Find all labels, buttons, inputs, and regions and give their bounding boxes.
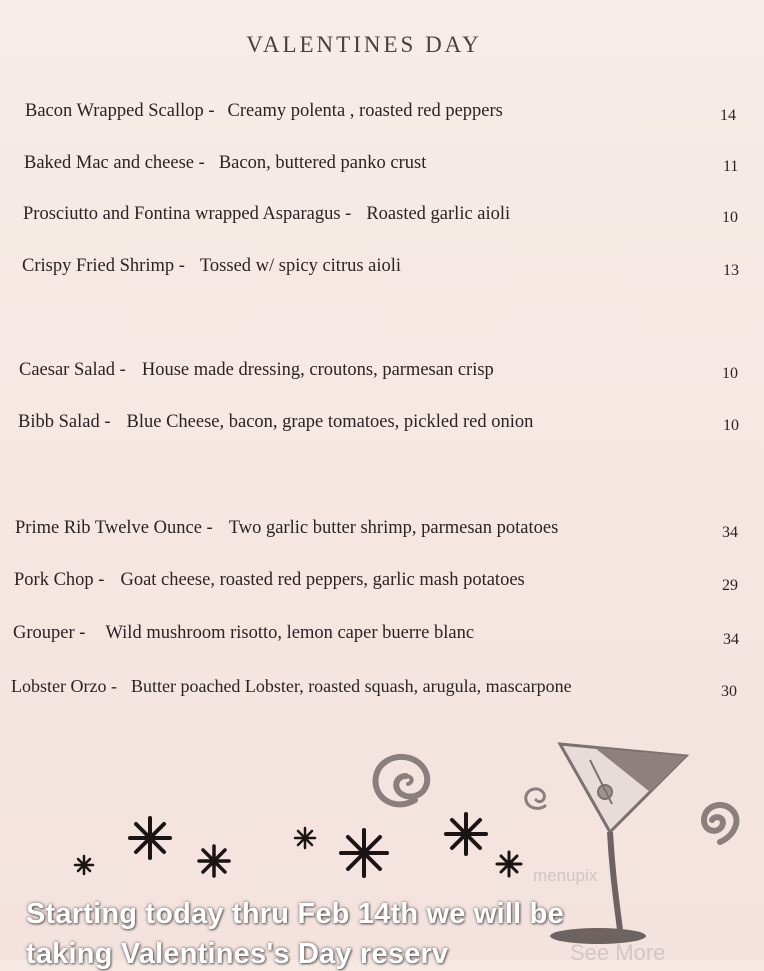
item-description: Blue Cheese, bacon, grape tomatoes, pickled red onion — [126, 412, 534, 432]
item-price: 10 — [722, 365, 738, 382]
menu-item — [25, 101, 503, 122]
star-icon — [497, 852, 521, 876]
menu-item — [19, 360, 494, 381]
item-name: Crispy Fried Shrimp - — [22, 256, 185, 276]
item-name: Grouper - — [13, 623, 86, 643]
star-icon — [295, 828, 315, 848]
item-description: Goat cheese, roasted red peppers, garlic mash potatoes — [120, 570, 525, 590]
item-name: Bibb Salad - — [18, 412, 111, 432]
menu-item — [18, 412, 533, 433]
item-price: 14 — [720, 107, 736, 124]
star-icon — [446, 814, 486, 854]
star-icon — [130, 818, 170, 858]
star-icon — [341, 830, 387, 876]
item-description: Wild mushroom risotto, lemon caper buerre blanc — [105, 623, 475, 643]
menu-item — [23, 204, 510, 225]
menu-item — [24, 153, 426, 174]
item-description: Bacon, buttered panko crust — [218, 153, 427, 173]
item-price: 34 — [723, 631, 739, 648]
item-description: Two garlic butter shrimp, parmesan potatoes — [228, 518, 559, 538]
menu-title: VALENTINES DAY — [246, 32, 482, 57]
item-name: Prime Rib Twelve Ounce - — [15, 518, 213, 538]
martini-glass-icon — [550, 744, 686, 944]
star-icon — [75, 856, 93, 874]
item-price: 30 — [721, 683, 737, 700]
menu-item — [13, 623, 474, 644]
see-more-link[interactable]: See More — [570, 940, 666, 965]
post-caption-line-2: taking Valentines's Day reserv — [26, 938, 449, 970]
item-price: 10 — [722, 209, 738, 226]
item-description: Creamy polenta , roasted red peppers — [227, 101, 503, 121]
spiral-icon — [704, 805, 736, 842]
item-price: 10 — [723, 417, 739, 434]
watermark: menupix — [533, 866, 598, 885]
item-name: Prosciutto and Fontina wrapped Asparagus - — [23, 204, 352, 224]
item-name: Bacon Wrapped Scallop - — [25, 101, 215, 121]
menu-item — [15, 518, 558, 539]
item-name: Caesar Salad - — [19, 360, 126, 380]
item-description: Roasted garlic aioli — [366, 204, 511, 224]
item-price: 34 — [722, 524, 738, 541]
menu-item — [11, 676, 572, 697]
item-name: Pork Chop - — [14, 570, 105, 590]
item-price: 29 — [722, 577, 738, 594]
item-name: Lobster Orzo - — [11, 676, 117, 696]
spiral-icon — [376, 757, 428, 805]
spiral-icon — [526, 789, 545, 808]
item-description: Tossed w/ spicy citrus aioli — [199, 256, 402, 276]
item-price: 11 — [723, 158, 739, 175]
item-description: Butter poached Lobster, roasted squash, arugula, mascarpone — [130, 676, 572, 696]
item-description: House made dressing, croutons, parmesan crisp — [141, 360, 494, 380]
item-name: Baked Mac and cheese - — [24, 153, 205, 173]
menu-item — [14, 570, 525, 591]
menu-item — [22, 256, 401, 277]
item-price: 13 — [723, 262, 739, 279]
post-caption-line-1: Starting today thru Feb 14th we will be — [26, 898, 564, 930]
star-icon — [199, 846, 229, 876]
